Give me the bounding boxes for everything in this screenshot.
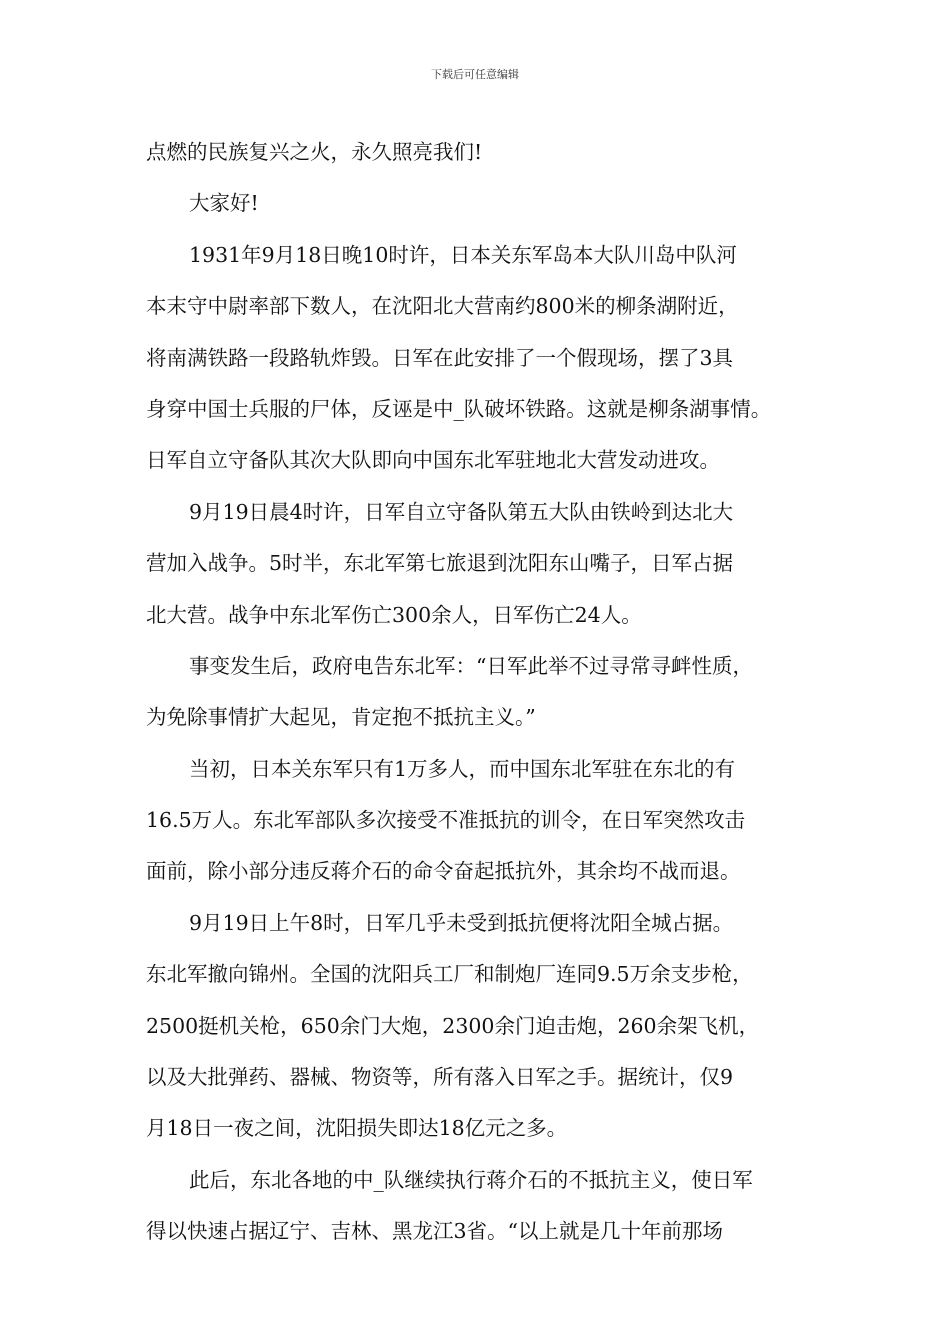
document-body xyxy=(146,133,826,1264)
text-line: 点燃的民族复兴之火，永久照亮我们! xyxy=(146,140,483,164)
text-line: 大家好! xyxy=(189,191,259,216)
text-line: 本末守中尉率部下数人，在沈阳北大营南约800米的柳条湖附近， xyxy=(146,294,739,319)
text-line: 2500挺机关枪，650余门大炮，2300余门迫击炮，260余架飞机， xyxy=(146,1013,760,1038)
text-line: 北大营。战争中东北军伤亡300余人，日军伤亡24人。 xyxy=(146,602,642,627)
text-line: 为免除事情扩大起见，肯定抱不抵抗主义。” xyxy=(146,705,536,730)
text-line: 事变发生后，政府电告东北军：“日军此举不过寻常寻衅性质， xyxy=(189,653,753,678)
page-header: 下载后可任意编辑 xyxy=(431,68,519,81)
text-line: 月18日一夜之间，沈阳损失即达18亿元之多。 xyxy=(146,1116,568,1141)
text-line: 9月19日晨4时许，日军自立守备队第五大队由铁岭到达北大 xyxy=(189,499,734,524)
text-line: 得以快速占据辽宁、吉林、黑龙江3省。“以上就是几十年前那场 xyxy=(146,1219,724,1244)
text-line: 此后，东北各地的中_队继续执行蒋介石的不抵抗主义，使日军 xyxy=(189,1167,753,1192)
text-line: 16.5万人。东北军部队多次接受不准抵抗的训令，在日军突然攻击 xyxy=(146,808,746,833)
text-line: 身穿中国士兵服的尸体，反诬是中_队破坏铁路。这就是柳条湖事情。 xyxy=(146,396,772,421)
text-line: 面前，除小部分违反蒋介石的命令奋起抵抗外，其余均不战而退。 xyxy=(146,859,741,884)
text-line: 以及大批弹药、器械、物资等，所有落入日军之手。据统计，仅9 xyxy=(146,1065,734,1090)
text-line: 营加入战争。5时半，东北军第七旅退到沈阳东山嘴子，日军占据 xyxy=(146,551,734,576)
text-line: 1931年9月18日晚10时许，日本关东军岛本大队川岛中队河 xyxy=(189,242,737,267)
text-line: 东北军撤向锦州。全国的沈阳兵工厂和制炮厂连同9.5万余支步枪， xyxy=(146,962,753,987)
text-line: 日军自立守备队其次大队即向中国东北军驻地北大营发动进攻。 xyxy=(146,448,720,473)
text-line: 9月19日上午8时，日军几乎未受到抵抗便将沈阳全城占据。 xyxy=(189,910,734,935)
text-line: 将南满铁路一段路轨炸毁。日军在此安排了一个假现场，摆了3具 xyxy=(146,345,734,370)
text-line: 当初，日本关东军只有1万多人，而中国东北军驻在东北的有 xyxy=(189,756,736,781)
